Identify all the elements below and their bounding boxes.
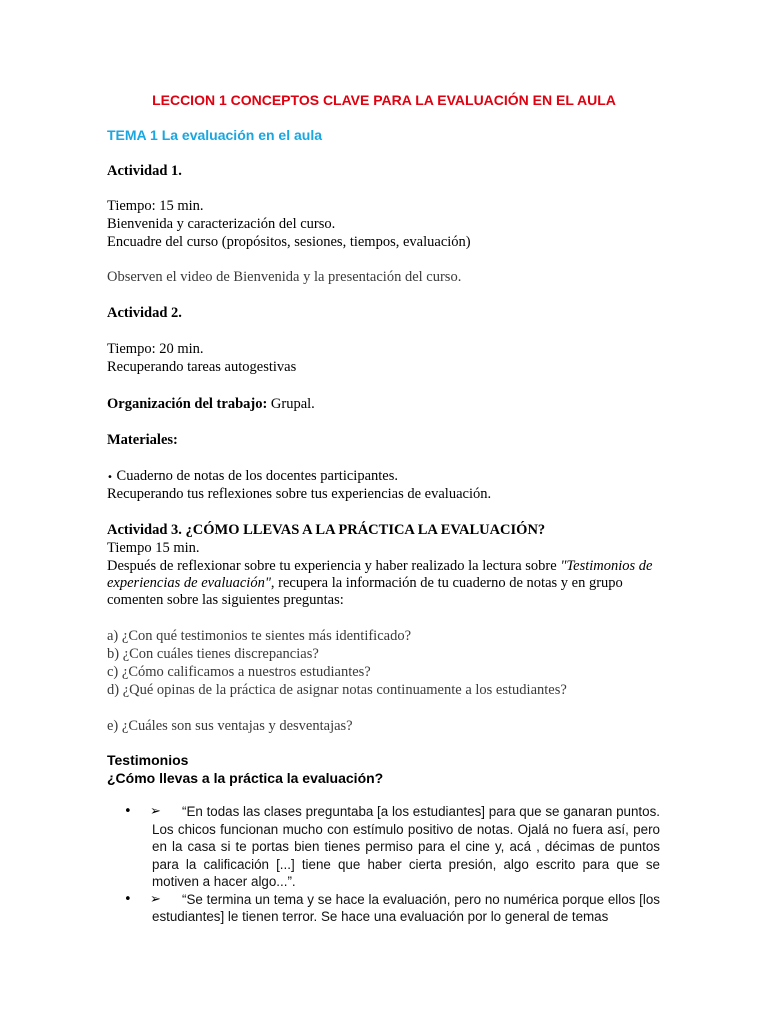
materials-item xyxy=(107,468,667,486)
materials-reflection: Recuperando tus reflexiones sobre tus experiencias de evaluación. xyxy=(107,486,492,502)
readings-title: "Testimonios de experiencias de evaluación" xyxy=(107,558,653,591)
activity-2-line-1: Recuperando tareas autogestivas xyxy=(107,359,297,375)
bullet-icon: • xyxy=(124,804,132,819)
question-d: d) ¿Qué opinas de la práctica de asignar notas continuamente a los estudiantes? xyxy=(107,682,567,698)
lesson-title: LECCION 1 CONCEPTOS CLAVE PARA LA EVALUACIÓN EN EL AULA xyxy=(152,92,616,108)
list-item xyxy=(0,891,768,926)
activity-2-heading: Actividad 2. xyxy=(107,305,182,321)
testimony-text: “En todas las clases preguntaba [a los estudiantes] para que se ganaran puntos. Los chicos funcionan mucho con estímulo positivo de notas. Ojalá no fuera así, pero en la casa si te portas bien tienes permiso para el cine y, acá , décimas de puntos para la calificación [...] tiene que haber cierta presión, algo escrito para que se motiven a hacer algo...”. xyxy=(152,804,660,889)
activity-3-paragraph-end: , recupera la información de tu cuaderno de notas y en grupo comenten sobre las siguientes preguntas: xyxy=(107,575,623,608)
arrow-bullet-icon: ➢ xyxy=(150,804,161,819)
testimonies-heading: Testimonios xyxy=(107,752,189,768)
activity-3-time: Tiempo 15 min. xyxy=(107,540,200,556)
question-a: a) ¿Con qué testimonios te sientes más identificado? xyxy=(107,628,412,644)
materials-heading: Materiales: xyxy=(107,432,178,448)
testimonies-list xyxy=(0,803,768,926)
activity-3-paragraph-start: Después de reflexionar sobre tu experiencia y haber realizado la lectura sobre xyxy=(107,558,561,574)
question-b: b) ¿Con cuáles tienes discrepancias? xyxy=(107,646,319,662)
activity-1-time: Tiempo: 15 min. xyxy=(107,198,204,214)
arrow-bullet-icon: ➢ xyxy=(150,891,161,907)
activity-1-instruction: Observen el video de Bienvenida y la presentación del curso. xyxy=(107,269,462,285)
activity-1-heading: Actividad 1. xyxy=(107,163,182,179)
activity-2-time: Tiempo: 20 min. xyxy=(107,341,204,357)
question-e: e) ¿Cuáles son sus ventajas y desventajas? xyxy=(107,718,353,734)
bullet-icon: • xyxy=(124,891,132,907)
bullet-icon: • xyxy=(107,472,113,483)
question-c: c) ¿Cómo calificamos a nuestros estudiantes? xyxy=(107,664,371,680)
work-organization-label: Organización del trabajo: xyxy=(107,396,268,412)
activity-3-heading: Actividad 3. ¿CÓMO LLEVAS A LA PRÁCTICA LA EVALUACIÓN? xyxy=(107,522,546,538)
topic-heading: TEMA 1 La evaluación en el aula xyxy=(107,127,322,143)
work-organization xyxy=(107,396,667,413)
list-item xyxy=(0,803,768,891)
work-organization-value: Grupal. xyxy=(267,396,315,412)
activity-1-line-2: Encuadre del curso (propósitos, sesiones, tiempos, evaluación) xyxy=(107,234,471,250)
testimony-text: “Se termina un tema y se hace la evaluación, pero no numérica porque ellos [los estudiantes] le tienen terror. Se hace una evaluación por lo general de temas xyxy=(152,891,660,924)
testimonies-subheading: ¿Cómo llevas a la práctica la evaluación? xyxy=(107,770,384,786)
activity-1-line-1: Bienvenida y caracterización del curso. xyxy=(107,216,336,232)
activity-3-paragraph xyxy=(107,558,663,609)
materials-item-text: Cuaderno de notas de los docentes participantes. xyxy=(112,468,398,484)
